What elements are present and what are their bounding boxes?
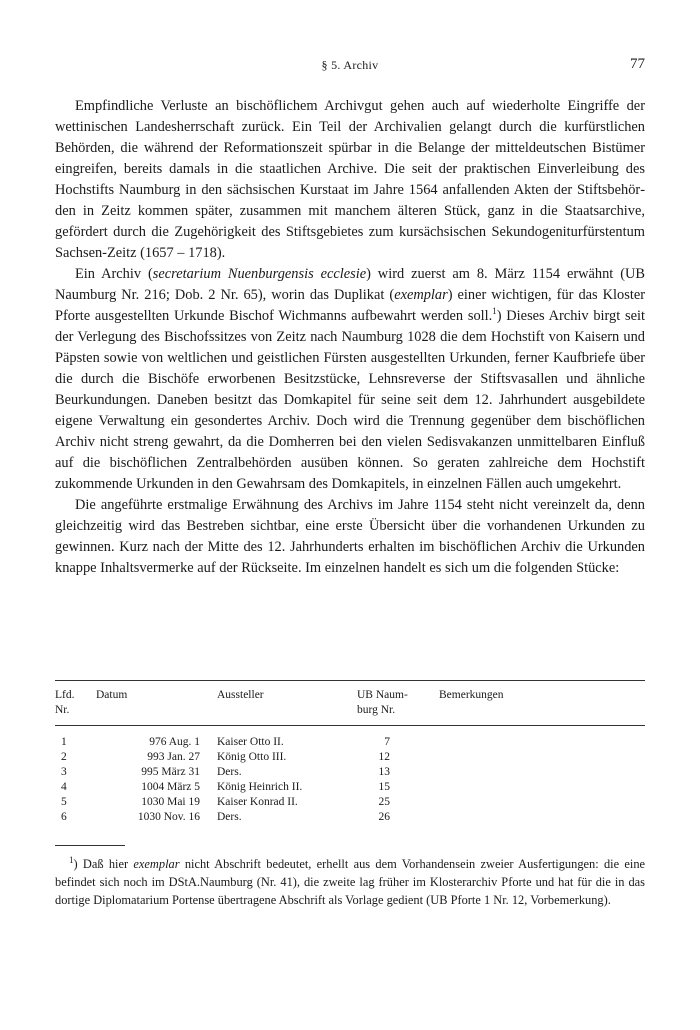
footnote-separator [55,845,125,846]
cell-ub: 12 [378,751,390,763]
cell-ub: 7 [384,736,390,748]
cell-date: 976 Aug. 1 [149,736,200,748]
paragraph-2-part-a: Ein Archiv ( [75,266,153,282]
header-nr [55,688,74,718]
exemplar-term: exemplar [394,287,448,303]
footnote-italic: exemplar [133,857,180,871]
cell-nr: 4 [61,781,67,793]
latin-phrase: secretarium Nuenburgensis ecclesie [152,266,367,282]
cell-ub: 13 [378,766,390,778]
cell-issuer: Kaiser Otto II. [217,736,284,748]
header-issuer: Aussteller [217,689,264,701]
header-ub-line2: burg Nr. [357,704,396,716]
table-body [55,735,645,825]
table-row [55,750,645,765]
running-head: § 5. Archiv [321,58,379,72]
header-nr-line1: Lfd. [55,689,75,701]
footnote-part-a: ) Daß hier [73,857,134,871]
cell-nr: 5 [61,796,67,808]
footnote-part-b: nicht Abschrift bedeutet, erhellt aus dem Vorhandensein zweier Ausfertigungen: die eine befindet sich noch im DStA.Naumburg (Nr. 41), die zweite lag früher im Klosterarchiv Pforte und hat für die in das dortige Diplomatarium Portense übertragene Abschrift als Vorlage gedient (UB Pforte 1 Nr. 12, Vorbemerkung). [55,857,646,907]
paragraph-1: Empfindliche Verluste an bischöflichem Archivgut gehen auch auf wiederholte Eingriffe der wettinischen Landesherrschaft zurück. Ein Teil der Archivalien gelangt durch die kurfürstlichen Behörden, die während der Reformationszeit spürbar in die Belange der mitteldeutschen Bistümer eingreifen, bereits damals in die staatlichen Archive. Die seit der praktischen Einverleibung des Hochstifts Naumburg in den sächsischen Kurstaat im Jahre 1564 anfallenden Akten der Stiftsbehörden in Zeitz kommen später, zusammen mit manchem älteren Stück, ganz in die Staatsarchive, gefördert durch die Zugehörigkeit des Stiftsgebietes zum kursächsischen Sekundogeniturfürstentum Sachsen-Zeitz (1657 – 1718). [55,98,645,261]
header-remarks: Bemerkungen [439,689,504,701]
footnote-marker: 1 [69,854,74,865]
paragraph-2-part-d: ) Dieses Archiv birgt seit der Verlegung des Bischofssitzes von Zeitz nach Naumburg 1028 die dem Hochstift von Kaisern und Päpsten sowie von weltlichen und geistlichen Fürsten ausgestellten Urkunden, ferner Kaufbriefe über die durch die Bischöfe erworbenen Besitzstücke, Lehnsreverse der Stiftsvasallen und ähnliche Beurkundungen. Daneben besitzt das Domkapitel für seine seit dem 12. Jahrhundert ausgebildete eigene Verwaltung ein gesondertes Archiv. Doch wird die Trennung gegenüber dem bischöflichen Archiv nicht streng gewahrt, da die Domherren bei den vielen Sedisvakanzen unmittelbaren Einfluß auf die bischöflichen Zentralbehörden ausüben können. So geraten zahlreiche dem Hochstift zukommende Urkunden in den Gewahrsam des Domkapitels, in einzelnen Fällen auch umgekehrt. [55,308,645,492]
cell-nr: 3 [61,766,67,778]
cell-date: 1030 Nov. 16 [137,811,200,823]
cell-ub: 15 [378,781,390,793]
header-nr-line2: Nr. [55,704,70,716]
cell-issuer: Ders. [217,811,242,823]
paragraph-2-part-b: ) wird zuerst am 8. März 1154 erwähnt (UB Naumburg Nr. 216; Dob. 2 Nr. 65), worin das Duplikat ( [55,266,645,303]
cell-ub: 25 [378,796,390,808]
header-ub [357,688,408,718]
cell-issuer: König Heinrich II. [217,781,303,793]
body-text [55,96,645,579]
header-ub-line1: UB Naum- [357,689,408,701]
cell-date: 1004 März 5 [141,781,200,793]
table-row [55,795,645,810]
cell-nr: 6 [61,811,67,823]
cell-date: 993 Jan. 27 [147,751,200,763]
header-date: Datum [96,689,128,701]
paragraph-3: Die angeführte erstmalige Erwähnung des Archivs im Jahre 1154 steht nicht vereinzelt da, denn gleichzeitig wird das Bestreben sichtbar, eine erste Übersicht über die vorhandenen Urkunden zu gewinnen. Kurz nach der Mitte des 12. Jahrhunderts erhalten im bischöflichen Archiv die Urkunden knappe Inhaltsvermerke auf der Rückseite. Im einzelnen handelt es sich um die folgenden Stücke: [55,497,645,576]
page-header [55,58,645,78]
footnote [55,855,645,909]
paragraph-2-part-c: ) einer wichtigen, für das Kloster Pforte ausgestellten Urkunde Bischof Wichmanns aufbewahrt werden soll. [55,287,645,324]
cell-issuer: König Otto III. [217,751,287,763]
cell-ub: 26 [378,811,390,823]
cell-nr: 2 [61,751,67,763]
paragraph-2 [55,264,645,495]
table-header-rule [55,725,645,726]
cell-date: 1030 Mai 19 [141,796,200,808]
table-row [55,780,645,795]
table-top-rule [55,680,645,681]
table-row [55,735,645,750]
page-number: 77 [630,56,645,72]
cell-date: 995 März 31 [141,766,200,778]
table-row [55,810,645,825]
cell-issuer: Kaiser Konrad II. [217,796,298,808]
cell-nr: 1 [61,736,67,748]
table-row [55,765,645,780]
footnote-reference: 1 [492,306,497,317]
cell-issuer: Ders. [217,766,242,778]
